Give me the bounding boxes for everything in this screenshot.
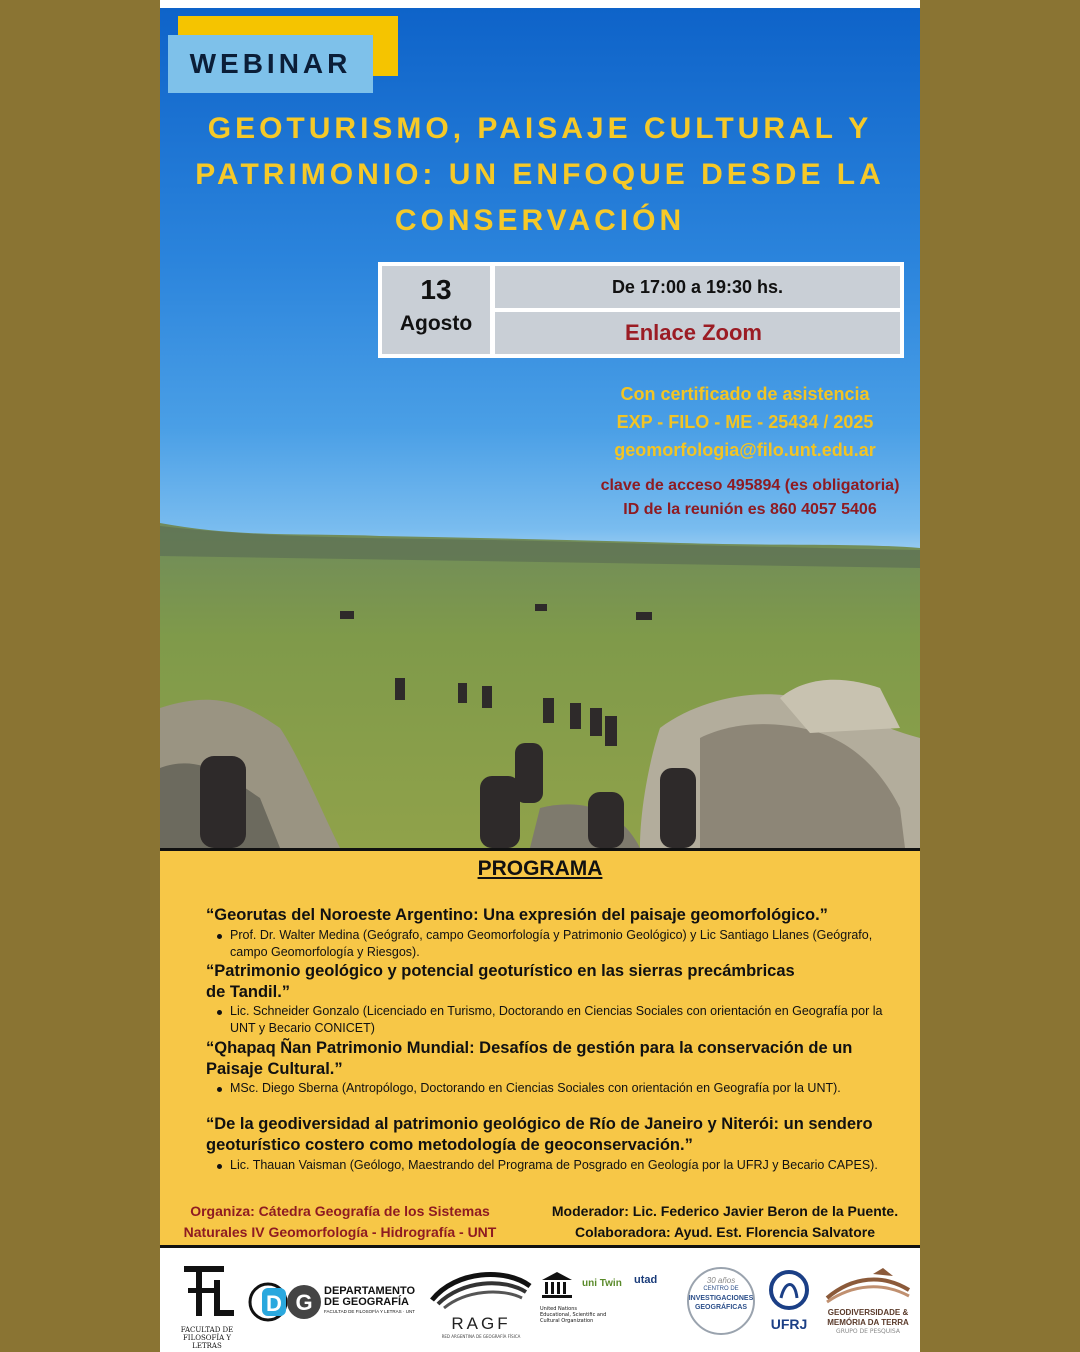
- hero-banner: [160, 8, 920, 848]
- svg-text:D: D: [266, 1291, 282, 1316]
- utad-label: utad: [634, 1274, 658, 1286]
- talk-title-2b: de Tandil.”: [206, 983, 291, 1001]
- talk-title-3: “Qhapaq Ñan Patrimonio Mundial: Desafíos de gestión para la conservación de un Paisaje Cultural.”: [206, 1039, 853, 1078]
- moderators: [540, 1201, 910, 1243]
- organiza-line-2: Naturales IV Geomorfología - Hidrografía - UNT: [183, 1224, 497, 1240]
- certificate-line: Con certificado de asistencia: [620, 384, 870, 404]
- programa-section: [160, 848, 920, 1248]
- talk-title-1: “Georutas del Noroeste Argentino: Una expresión del paisaje geomorfológico.”: [206, 906, 828, 924]
- unesco-line-3: Cultural Organization: [540, 1318, 594, 1324]
- cig-line-1: 30 años: [706, 1276, 736, 1285]
- dg-line-2: DE GEOGRAFÍA: [324, 1296, 409, 1308]
- poster: [160, 0, 920, 1352]
- talk-speaker-1: Prof. Dr. Walter Medina (Geógrafo, campo Geomorfología y Patrimonio Geológico) y Lic Santiago Llanes (Geógrafo, campo Geomorfología y Riesgos).: [230, 927, 892, 961]
- colaboradora: Colaboradora: Ayud. Est. Florencia Salvatore: [574, 1224, 876, 1240]
- access-info: [580, 474, 920, 522]
- geo-line-3: GRUPO DE PESQUISA: [836, 1328, 900, 1335]
- ffyl-emblem-icon: [174, 1262, 240, 1322]
- certificate-info: [580, 380, 910, 464]
- date-day-cell: [382, 266, 490, 354]
- cig-line-4: GEOGRÁFICAS: [694, 1304, 748, 1311]
- unesco-logo: [540, 1270, 672, 1346]
- date-box: [378, 262, 904, 358]
- unesco-temple-icon: [540, 1270, 574, 1300]
- title-line-1: GEOTURISMO, PAISAJE CULTURAL Y: [207, 112, 873, 145]
- ragf-name: RAGF: [451, 1314, 511, 1333]
- cig-line-2: CENTRO DE: [703, 1286, 739, 1292]
- unesco-line-2: Educational, Scientific and: [540, 1312, 607, 1318]
- event-month: Agosto: [399, 312, 473, 335]
- ufrj-logo: [764, 1268, 814, 1342]
- geo-line-1: GEODIVERSIDADE &: [827, 1308, 909, 1317]
- talk-title-2a: “Patrimonio geológico y potencial geoturístico en las sierras precámbricas: [206, 962, 795, 980]
- dg-emblem-icon: [248, 1282, 324, 1322]
- event-time: De 17:00 a 19:30 hs.: [495, 266, 900, 308]
- geodiversidade-title: [820, 1308, 916, 1328]
- webinar-label: WEBINAR: [189, 48, 352, 79]
- svg-text:G: G: [295, 1290, 313, 1315]
- ragf-logo: [426, 1264, 536, 1346]
- title-line-3: CONSERVACIÓN: [394, 204, 686, 237]
- moderador: Moderador: Lic. Federico Javier Beron de la Puente.: [551, 1203, 899, 1219]
- zoom-link[interactable]: Enlace Zoom: [495, 312, 900, 354]
- event-title: [160, 106, 920, 244]
- dg-logo: [248, 1282, 420, 1326]
- ufrj-emblem-icon: [769, 1268, 809, 1312]
- programa-heading: PROGRAMA: [477, 857, 603, 880]
- organiza: [170, 1201, 510, 1243]
- contact-email[interactable]: geomorfologia@filo.unt.edu.ar: [614, 440, 876, 460]
- ragf-sub: RED ARGENTINA DE GEOGRAFÍA FÍSICA: [441, 1334, 521, 1339]
- ffyl-caption-1: FACULTAD DE: [180, 1326, 234, 1334]
- title-line-2: PATRIMONIO: UN ENFOQUE DESDE LA: [195, 158, 885, 191]
- ffyl-caption-2: FILOSOFÍA Y LETRAS: [182, 1334, 232, 1350]
- dg-title: [324, 1286, 415, 1316]
- ragf-waves-icon: [426, 1264, 536, 1310]
- geodiversidade-mountain-icon: [823, 1268, 913, 1304]
- cig-logo: [686, 1266, 756, 1336]
- expedient-number: EXP - FILO - ME - 25434 / 2025: [616, 412, 874, 432]
- geo-line-2: MEMÓRIA DA TERRA: [827, 1318, 909, 1327]
- ufrj-label: UFRJ: [770, 1316, 808, 1332]
- talk-speaker-2: Lic. Schneider Gonzalo (Licenciado en Turismo, Doctorando en Ciencias Sociales con orientación en Geografía por la UNT y Becario CONICET): [230, 1003, 892, 1037]
- access-key: clave de acceso 495894 (es obligatoria): [600, 477, 900, 494]
- meeting-id: ID de la reunión es 860 4057 5406: [623, 501, 877, 518]
- unesco-line-1: United Nations: [540, 1306, 578, 1312]
- logos-strip: [160, 1252, 920, 1352]
- talk-title-4: “De la geodiversidad al patrimonio geológico de Río de Janeiro y Niterói: un sendero geoturístico costero como metodología de geoconservación.”: [206, 1115, 873, 1154]
- event-day: 13: [420, 274, 452, 305]
- organiza-line-1: Organiza: Cátedra Geografía de los Sistemas: [190, 1203, 490, 1219]
- talk-speaker-4: Lic. Thauan Vaisman (Geólogo, Maestrando del Programa de Posgrado en Geología por la UFRJ y Becario CAPES).: [230, 1157, 892, 1174]
- unesco-caption: [540, 1306, 606, 1324]
- unitwin-label: uni Twin: [582, 1278, 622, 1289]
- talk-speaker-3: MSc. Diego Sberna (Antropólogo, Doctorando en Ciencias Sociales con orientación en Geografía por la UNT).: [230, 1080, 892, 1097]
- dg-line-3: FACULTAD DE FILOSOFÍA Y LETRAS · UNT: [324, 1309, 415, 1314]
- dg-line-1: DEPARTAMENTO: [324, 1285, 416, 1297]
- cig-line-3: INVESTIGACIONES: [688, 1295, 754, 1302]
- geodiversidade-logo: [820, 1268, 916, 1344]
- cig-text: [686, 1276, 756, 1312]
- ffyl-logo: [174, 1262, 240, 1350]
